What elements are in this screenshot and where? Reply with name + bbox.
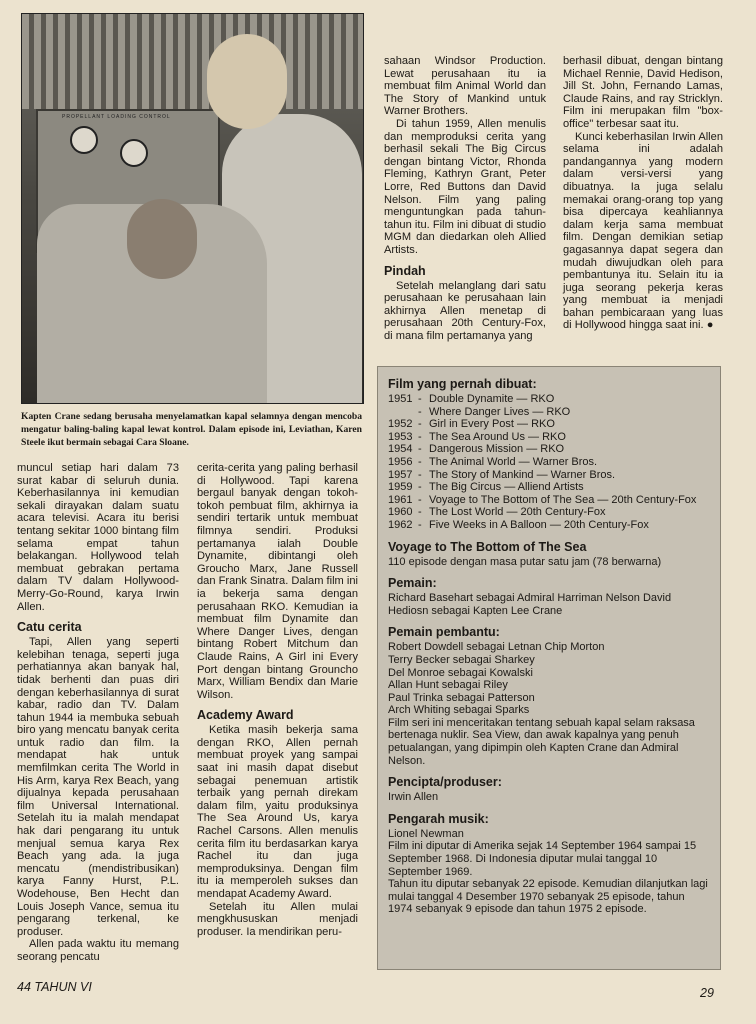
photo-man-head bbox=[127, 199, 197, 279]
film-row bbox=[388, 406, 710, 419]
film-dash: - bbox=[418, 405, 422, 418]
film-year: 1956 bbox=[388, 455, 413, 468]
pencipta-heading: Pencipta/produser: bbox=[388, 775, 502, 790]
film-dash: - bbox=[418, 481, 422, 494]
paragraph: Setelah itu Allen mulai mengkhususkan menjadi produser. Ia mendirikan peru- bbox=[197, 900, 358, 938]
film-title: The Lost World — 20th Century-Fox bbox=[429, 506, 606, 519]
film-year: 1953 bbox=[388, 430, 413, 443]
film-year: 1957 bbox=[388, 468, 413, 481]
film-row bbox=[388, 481, 710, 494]
film-year: 1962 bbox=[388, 518, 413, 531]
article-column-3 bbox=[384, 55, 546, 342]
film-dash: - bbox=[418, 443, 422, 456]
page-number: 29 bbox=[700, 986, 714, 1000]
supporting-cast-list bbox=[388, 641, 710, 717]
film-title: Girl in Every Post — RKO bbox=[429, 418, 555, 431]
paragraph: Setelah melanglang dari satu perusahaan ke perusahaan lain akhirnya Allen menetap di perusahaan 20th Century-Fox, di mana film pertamanya yang bbox=[384, 279, 546, 342]
cast-line: Robert Dowdell sebagai Letnan Chip Morton bbox=[388, 641, 605, 654]
pemain-heading: Pemain: bbox=[388, 576, 437, 591]
filmography-sidebar-box bbox=[377, 366, 721, 970]
series-synopsis: Film seri ini menceritakan tentang sebuah kapal selam raksasa bertenaga nuklir. Sea View, dan awak kapalnya yang penuh petualangan, yang dipimpin oleh Kapten Crane dan Admiral Nelson. bbox=[388, 716, 695, 767]
film-dash: - bbox=[418, 418, 422, 431]
voyage-heading: Voyage to The Bottom of The Sea bbox=[388, 539, 587, 554]
film-dash: - bbox=[418, 518, 422, 531]
film-dash: - bbox=[418, 493, 422, 506]
film-title: Voyage to The Bottom of The Sea — 20th Century-Fox bbox=[429, 493, 697, 506]
paragraph: Kunci keberhasilan Irwin Allen selama ini adalah pandangannya yang modern dalam versi-versi yang dibuatnya. Ia juga selalu memakai orang-orang top yang bisa dipercaya keahliannya dalam kerja sama membuat film. Dengan demikian setiap gagasannya dapat segera dan mudah diwujudkan oleh para pembantunya itu. Selain itu ia juga seorang pekerja keras yang membuat ia menjadi bahan pembicaraan yang luas di Hollywood hingga saat ini. ● bbox=[563, 130, 723, 332]
paragraph: Di tahun 1959, Allen menulis dan memproduksi cerita yang berhasil sekali The Big Circus dengan bintang Victor, Rhonda Fleming, Kathryn Grant, Peter Lorre, Red Buttons dan David Nelson. Film yang paling menguntungkan pada tahun-tahun itu. Film ini dibuat di studio MGM dan diedarkan oleh Allied Artists. bbox=[384, 117, 546, 256]
cast-line: Arch Whiting sebagai Sparks bbox=[388, 704, 530, 717]
pembantu-heading: Pemain pembantu: bbox=[388, 625, 500, 640]
cast-line: Allan Hunt sebagai Riley bbox=[388, 679, 508, 692]
section-heading-catu-cerita: Catu cerita bbox=[17, 620, 82, 635]
photo-woman-head bbox=[207, 34, 287, 129]
film-dash: - bbox=[418, 468, 422, 481]
film-year: 1952 bbox=[388, 418, 413, 431]
film-title: The Story of Mankind — Warner Bros. bbox=[429, 468, 616, 481]
film-title: Five Weeks in A Balloon — 20th Century-Fox bbox=[429, 518, 649, 531]
film-dash: - bbox=[418, 430, 422, 443]
film-row bbox=[388, 506, 710, 519]
musik-line: Tahun itu diputar sebanyak 22 episode. Kemudian dilanjutkan lagi mulai tanggal 4 Desember 1970 sebanyak 25 episode, tahun 1974 sebanyak 9 episode dan tahun 1975 2 episode. bbox=[388, 878, 708, 916]
film-row bbox=[388, 469, 710, 482]
film-year: 1960 bbox=[388, 506, 413, 519]
article-column-2 bbox=[197, 462, 358, 938]
musik-line: Film ini diputar di Amerika sejak 14 September 1964 sampai 15 September 1968. Di Indonesia diputar mulai tanggal 10 September 1969. bbox=[388, 840, 697, 878]
cast-line: Paul Trinka sebagai Patterson bbox=[388, 691, 535, 704]
musik-heading: Pengarah musik: bbox=[388, 811, 489, 826]
film-year bbox=[388, 406, 418, 419]
film-title: Dangerous Mission — RKO bbox=[429, 443, 565, 456]
film-title: The Animal World — Warner Bros. bbox=[429, 455, 598, 468]
film-row bbox=[388, 443, 710, 456]
film-title: Where Danger Lives — RKO bbox=[429, 405, 571, 418]
film-title: Double Dynamite — RKO bbox=[429, 393, 555, 405]
article-column-4 bbox=[563, 55, 723, 332]
film-row bbox=[388, 519, 710, 532]
cast-line: Del Monroe sebagai Kowalski bbox=[388, 666, 533, 679]
photo-caption: Kapten Crane sedang berusaha menyelamatkan kapal selamnya dengan mencoba mengatur baling-baling kapal lewat kontrol. Dalam episode ini, Leviathan, Karen Steele ikut bermain sebagai Cara Sloane. bbox=[21, 411, 362, 448]
film-title: The Big Circus — Alliend Artists bbox=[429, 481, 584, 494]
film-row bbox=[388, 456, 710, 469]
voyage-text: 110 episode dengan masa putar satu jam (78 berwarna) bbox=[388, 555, 662, 568]
section-heading-pindah: Pindah bbox=[384, 263, 426, 278]
film-dash: - bbox=[418, 393, 422, 405]
paragraph: cerita-cerita yang paling berhasil di Hollywood. Tapi karena bergaul banyak dengan tokoh-tokoh pembuat film, akhirnya ia sendiri tertarik untuk membuat filmnya sendiri. Produksi pertamanya ialah Double Dynamite, dibintangi oleh Groucho Marx, Jane Russell dan Frank Sinatra. Dalam film ini ia bekerja sama dengan perusahaan RKO. Kemudian ia membuat film Dynamite dan Where Danger Lives, dengan bintang Robert Mitchum dan Claude Rains, A Girl ini Every Port dengan bintang Grouncho Marx, William Bendix dan Marie Wilson. bbox=[197, 462, 358, 701]
page-footer-left: 44 TAHUN VI bbox=[17, 980, 92, 994]
film-year: 1951 bbox=[388, 393, 413, 405]
paragraph: Tapi, Allen yang seperti kelebihan tenaga, seperti juga perhatiannya akan banyak hal, tidak berhenti dan puas diri dengan keberhasilannya di surat kabar, radio dan TV. Dalam tahun 1944 ia membuka sebuah biro yang mencatu banyak cerita untuk radio dan film. Ia mendapat hak untuk memfilmkan cerita The World in His Arm, karya Rex Beach, yang dijualnya kepada perusahaan film Universal International. Setelah itu ia malah mendapat hak dari pengarang itu untuk menjual semua karya Rex Beach yang ada. Ia juga mencatu (mendistribusikan) karya Fanny Hurst, P.L. Wodehouse, Ben Hecht dan Louis Joseph Vance, semua itu pengarang terkenal, ke produser. bbox=[17, 636, 179, 938]
pencipta-text: Irwin Allen bbox=[388, 791, 439, 804]
paragraph: Ketika masih bekerja sama dengan RKO, Allen pernah membuat proyek yang sampai saat ini masih dapat disebut sebagai penemuan artistik terbaik yang pernah direkam dalam film, yaitu produksinya The Sea Around Us, karya Rachel Carsons. Allen menulis cerita film itu berdasarkan karya Rachel itu dan juga memproduksinya. Dengan film itu ia memperoleh sukses dan mendapat Academy Award. bbox=[197, 724, 358, 900]
film-row bbox=[388, 418, 710, 431]
section-heading-academy-award: Academy Award bbox=[197, 708, 294, 723]
film-title: The Sea Around Us — RKO bbox=[429, 430, 566, 443]
photo-dial bbox=[120, 139, 148, 167]
cast-line: Terry Becker sebagai Sharkey bbox=[388, 653, 535, 666]
pemain-text: Richard Basehart sebagai Admiral Harriman Nelson David Hediosn sebagai Kapten Lee Crane bbox=[388, 592, 672, 617]
paragraph: Allen pada waktu itu memang seorang pencatu bbox=[17, 938, 179, 963]
film-dash: - bbox=[418, 506, 422, 519]
paragraph: muncul setiap hari dalam 73 surat kabar di seluruh dunia. Keberhasilannya ini kemudian sekali dirayakan dalam suatu acara televisi. Acara itu berisi tentang sekitar 1000 bintang film selama empat tahun belakangan. Hollywood telah membuat gebrakan pertama dalam TV dalam Hollywood-Merry-Go-Round, karya Irwin Allen. bbox=[17, 462, 179, 613]
films-heading: Film yang pernah dibuat: bbox=[388, 377, 537, 391]
film-dash: - bbox=[418, 455, 422, 468]
musik-line: Lionel Newman bbox=[388, 827, 464, 840]
article-photo bbox=[21, 13, 364, 404]
photo-background-wall bbox=[22, 14, 363, 109]
paragraph: sahaan Windsor Production. Lewat perusahaan itu ia membuat film Animal World dan The Story of Mankind untuk Warner Brothers. bbox=[384, 55, 546, 118]
film-year: 1961 bbox=[388, 493, 413, 506]
films-list bbox=[388, 393, 710, 532]
film-year: 1954 bbox=[388, 443, 413, 456]
photo-panel-label: PROPELLANT LOADING CONTROL bbox=[62, 114, 171, 120]
paragraph: berhasil dibuat, dengan bintang Michael Rennie, David Hedison, Jill St. John, Fernando Lamas, Claude Rains, and ray Stricklyn. Film ini merupakan film "box-office" terbesar saat itu. bbox=[563, 55, 723, 130]
film-year: 1959 bbox=[388, 481, 413, 494]
film-row bbox=[388, 494, 710, 507]
film-row bbox=[388, 431, 710, 444]
article-column-1 bbox=[17, 462, 179, 964]
photo-dial bbox=[70, 126, 98, 154]
film-row bbox=[388, 393, 710, 406]
